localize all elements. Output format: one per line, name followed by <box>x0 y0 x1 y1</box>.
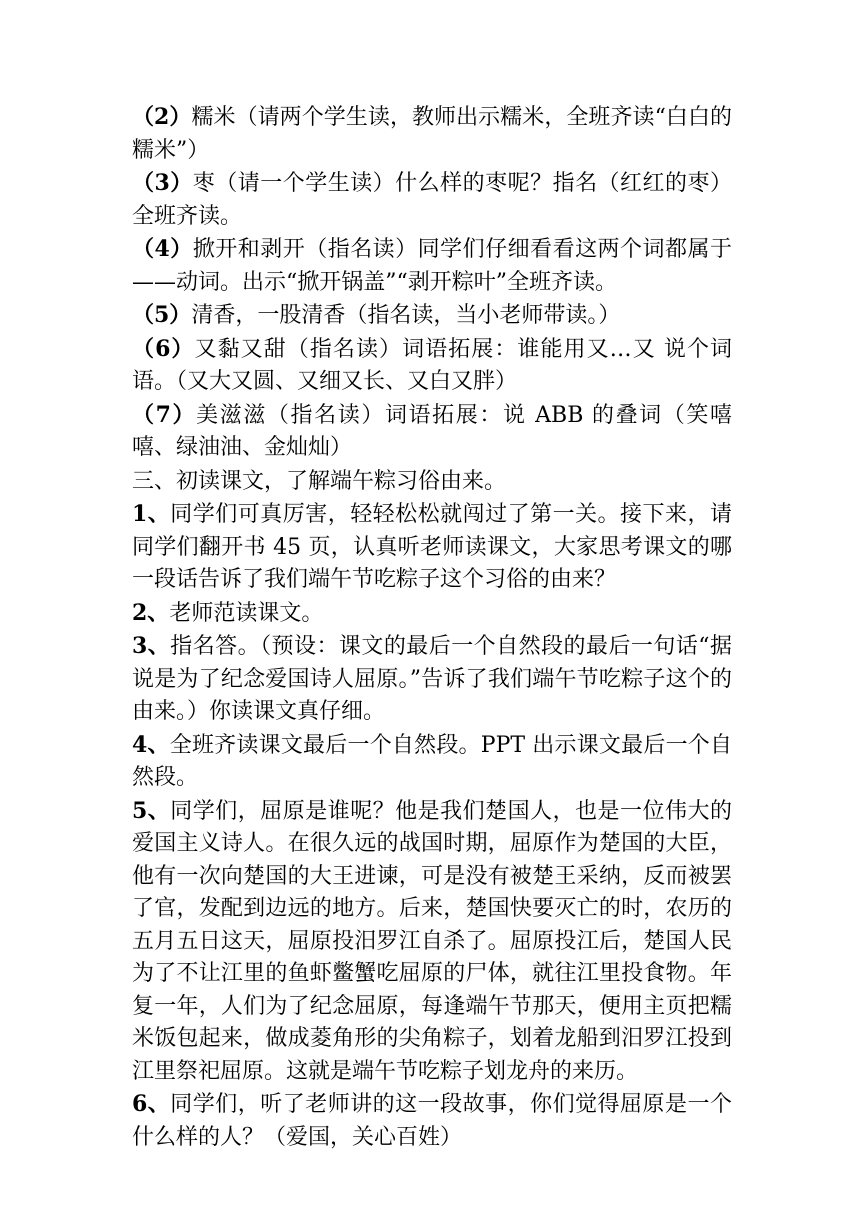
paragraph-text: 同学们，屈原是谁呢？他是我们楚国人，也是一位伟大的爱国主义诗人。在很久远的战国时期，屈原作为楚国的大臣，他有一次向楚国的大王进谏，可是没有被楚王采纳，反而被罢了官，发配到边远的地方。后来，楚国快要灭亡的时，农历的五月五日这天，屈原投汨罗江自杀了。屈原投江后，楚国人民为了不让江里的鱼虾鳖蟹吃屈原的尸体，就往江里投食物。年复一年，人们为了纪念屈原，每逢端午节那天，便用主页把糯米饭包起来，做成菱角形的尖角粽子，划着龙船到汨罗江投到江里祭祀屈原。这就是端午节吃粽子划龙舟的来历。 <box>132 798 732 1084</box>
paragraph-text: 指名答。（预设：课文的最后一个自然段的最后一句话“据说是为了纪念爱国诗人屈原。”告诉了我们端午节吃粽子这个的由来。）你读课文真仔细。 <box>132 634 732 724</box>
paragraph-number: 1、 <box>132 501 171 527</box>
document-body <box>132 101 732 1154</box>
paragraph-text: 清香，一股清香（指名读，当小老师带读。） <box>191 303 621 328</box>
step-2 <box>132 597 732 631</box>
paragraph-3 <box>132 167 732 233</box>
paragraph-number: （4） <box>132 236 193 262</box>
paragraph-number: （3） <box>132 170 193 196</box>
paragraph-text: 全班齐读课文最后一个自然段。PPT 出示课文最后一个自然段。 <box>132 732 732 790</box>
paragraph-number: 6、 <box>132 1091 171 1117</box>
paragraph-text: 同学们可真厉害，轻轻松松就闯过了第一关。接下来，请同学们翻开书 45 页，认真听老师读课文，大家思考课文的哪一段话告诉了我们端午节吃粽子这个习俗的由来？ <box>132 502 732 592</box>
paragraph-text: 同学们，听了老师讲的这一段故事，你们觉得屈原是一个什么样的人？（爱国，关心百姓） <box>132 1092 732 1150</box>
paragraph-number: （2） <box>132 104 192 130</box>
paragraph-number: （6） <box>132 335 195 362</box>
step-3 <box>132 630 732 729</box>
paragraph-text: 美滋滋（指名读）词语拓展：说 ABB 的叠词（笑嘻嘻、绿油油、金灿灿） <box>132 402 732 460</box>
step-1 <box>132 498 732 597</box>
paragraph-7 <box>132 399 732 465</box>
section-heading <box>132 465 732 499</box>
paragraph-5 <box>132 299 732 333</box>
step-4 <box>132 729 732 795</box>
paragraph-number: 4、 <box>132 731 170 758</box>
paragraph-6 <box>132 333 732 399</box>
paragraph-number: （7） <box>132 401 197 428</box>
paragraph-number: 3、 <box>132 633 171 659</box>
step-6 <box>132 1088 732 1154</box>
paragraph-number: 2、 <box>132 599 170 626</box>
paragraph-text: 掀开和剥开（指名读）同学们仔细看看这两个词都属于——动词。出示“掀开锅盖”“剥开粽叶”全班齐读。 <box>132 237 732 295</box>
paragraph-2 <box>132 101 732 167</box>
paragraph-text: 枣（请一个学生读）什么样的枣呢？指名（红红的枣）全班齐读。 <box>132 171 732 229</box>
paragraph-text: 三、初读课文，了解端午粽习俗由来。 <box>132 468 507 494</box>
paragraph-text: 又黏又甜（指名读）词语拓展：谁能用又…又 说个词语。（又大又圆、又细又长、又白又胖） <box>132 336 733 394</box>
paragraph-number: 5、 <box>132 797 171 824</box>
paragraph-number: （5） <box>132 302 192 328</box>
step-5 <box>132 795 732 1089</box>
paragraph-4 <box>132 233 732 299</box>
paragraph-text: 糯米（请两个学生读，教师出示糯米，全班齐读“白白的糯米”） <box>132 105 732 163</box>
paragraph-text: 老师范读课文。 <box>169 600 324 626</box>
